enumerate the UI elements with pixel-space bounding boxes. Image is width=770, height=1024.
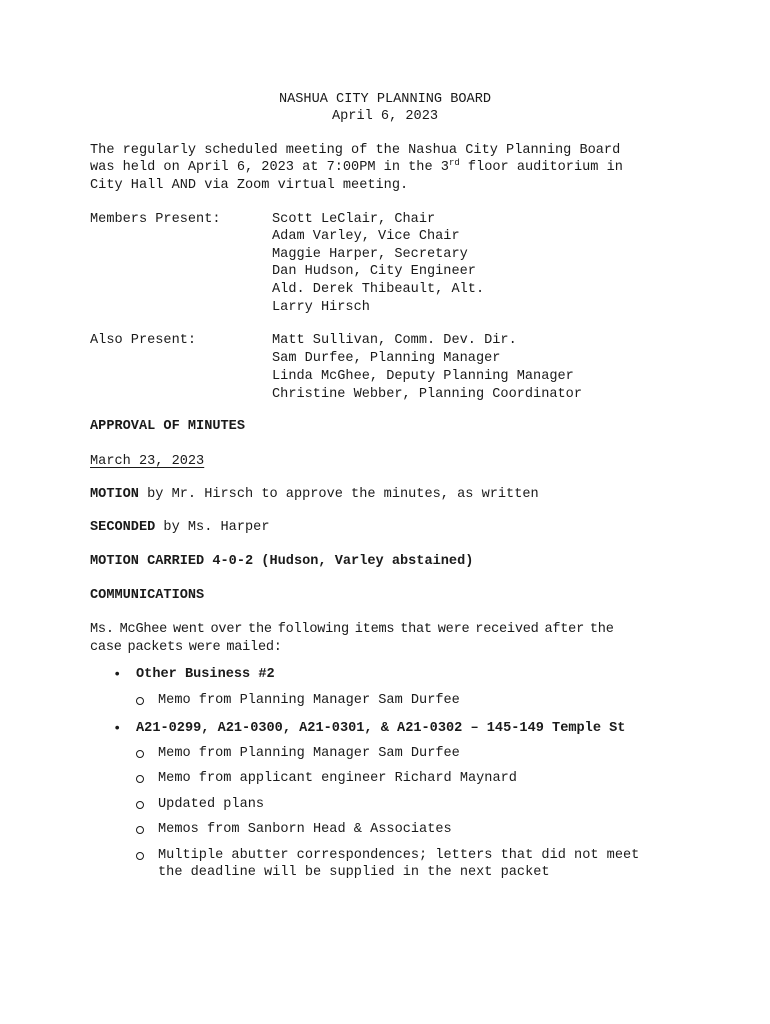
intro-line-2-a: was held on April 6, 2023 at 7:00PM in the 3 xyxy=(90,160,449,175)
motion-carried: MOTION CARRIED 4-0-2 (Hudson, Varley abstained) xyxy=(90,554,474,569)
seconded-label: SECONDED xyxy=(90,520,156,535)
sub-item: Multiple abutter correspondences; letters that did not meet xyxy=(158,848,640,863)
hollow-circle-bullet-icon xyxy=(136,801,144,809)
intro-line-2-b: floor auditorium in xyxy=(459,160,623,175)
bullet-icon: • xyxy=(113,667,122,683)
sub-item: Updated plans xyxy=(158,797,265,812)
approval-heading: APPROVAL OF MINUTES xyxy=(90,419,245,434)
hollow-circle-bullet-icon xyxy=(136,775,144,783)
members-present-label: Members Present: xyxy=(90,212,221,227)
motion-label: MOTION xyxy=(90,487,139,502)
also-present-label: Also Present: xyxy=(90,333,197,348)
intro-line-2 xyxy=(90,159,623,177)
member-name: Ald. Derek Thibeault, Alt. xyxy=(272,282,485,297)
member-name: Dan Hudson, City Engineer xyxy=(272,264,476,279)
sub-item: Memo from applicant engineer Richard Maynard xyxy=(158,771,517,786)
sub-item-continuation: the deadline will be supplied in the next packet xyxy=(158,865,550,880)
sub-item: Memo from Planning Manager Sam Durfee xyxy=(158,693,460,708)
item-title: A21-0299, A21-0300, A21-0301, & A21-0302 – 145-149 Temple St xyxy=(136,721,626,736)
member-name: Larry Hirsch xyxy=(272,300,370,315)
staff-name: Sam Durfee, Planning Manager xyxy=(272,351,501,366)
communications-intro-line-1: Ms. McGhee went over the following items that were received after the xyxy=(90,622,614,637)
member-name: Maggie Harper, Secretary xyxy=(272,247,468,262)
motion-line xyxy=(90,486,539,504)
hollow-circle-bullet-icon xyxy=(136,852,144,860)
hollow-circle-bullet-icon xyxy=(136,826,144,834)
meeting-date: April 6, 2023 xyxy=(331,109,439,124)
item-title: Other Business #2 xyxy=(136,667,275,682)
document-title: NASHUA CITY PLANNING BOARD xyxy=(278,92,492,107)
seconded-text: by Ms. Harper xyxy=(155,520,270,535)
intro-ordinal-suffix: rd xyxy=(448,158,460,168)
intro-line-1: The regularly scheduled meeting of the Nashua City Planning Board xyxy=(90,143,621,158)
seconded-line xyxy=(90,519,269,537)
minutes-date: March 23, 2023 xyxy=(90,454,205,469)
member-name: Scott LeClair, Chair xyxy=(272,212,436,227)
hollow-circle-bullet-icon xyxy=(136,697,144,705)
staff-name: Matt Sullivan, Comm. Dev. Dir. xyxy=(272,333,517,348)
sub-item: Memo from Planning Manager Sam Durfee xyxy=(158,746,460,761)
communications-heading: COMMUNICATIONS xyxy=(90,588,205,603)
intro-line-3: City Hall AND via Zoom virtual meeting. xyxy=(90,178,409,193)
staff-name: Christine Webber, Planning Coordinator xyxy=(272,387,582,402)
bullet-icon: • xyxy=(113,721,122,737)
communications-intro-line-2: case packets were mailed: xyxy=(90,640,282,655)
hollow-circle-bullet-icon xyxy=(136,750,144,758)
member-name: Adam Varley, Vice Chair xyxy=(272,229,460,244)
motion-text: by Mr. Hirsch to approve the minutes, as written xyxy=(138,487,539,502)
sub-item: Memos from Sanborn Head & Associates xyxy=(158,822,452,837)
staff-name: Linda McGhee, Deputy Planning Manager xyxy=(272,369,574,384)
